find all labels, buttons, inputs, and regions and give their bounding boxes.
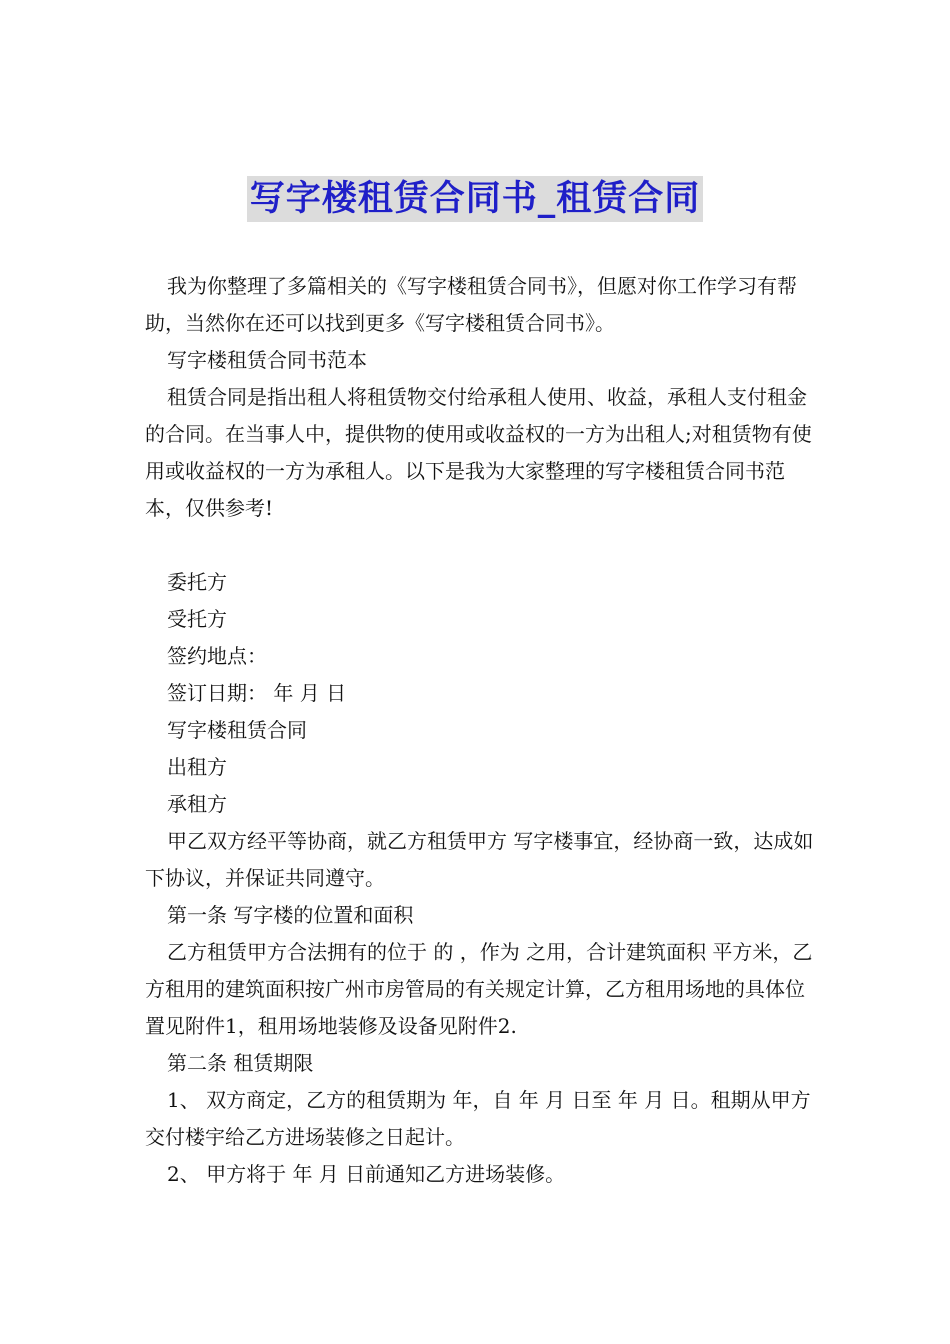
blank-line	[145, 527, 820, 564]
document-body	[145, 268, 820, 1193]
entrusted-party-field: 受托方	[167, 607, 227, 631]
template-subtitle: 写字楼租赁合同书范本	[167, 348, 367, 372]
lessee-field: 承租方	[167, 792, 227, 816]
definition-paragraph: 租赁合同是指出租人将租赁物交付给承租人使用、收益，承租人支付租金的合同。在当事人中，提供物的使用或收益权的一方为出租人;对租赁物有使用或收益权的一方为承租人。以下是我为大家整理的写字楼租赁合同书范本，仅供参考!	[145, 385, 812, 520]
article-1-body: 乙方租赁甲方合法拥有的位于 的 ，作为 之用，合计建筑面积 平方米，乙方租用的建筑面积按广州市房管局的有关规定计算，乙方租用场地的具体位置见附件1，租用场地装修及设备见附件2.	[145, 940, 813, 1038]
article-2-item-1: 1、 双方商定，乙方的租赁期为 年，自 年 月 日至 年 月 日。租期从甲方交付楼宇给乙方进场装修之日起计。	[145, 1088, 811, 1149]
article-2-heading: 第二条 租赁期限	[167, 1051, 314, 1075]
document-title: 写字楼租赁合同书_租赁合同	[247, 176, 704, 222]
article-1-heading: 第一条 写字楼的位置和面积	[167, 903, 414, 927]
contract-heading: 写字楼租赁合同	[167, 718, 307, 742]
article-2-item-2: 2、 甲方将于 年 月 日前通知乙方进场装修。	[167, 1162, 566, 1186]
signing-date-field: 签订日期： 年 月 日	[167, 681, 347, 705]
intro-paragraph: 我为你整理了多篇相关的《写字楼租赁合同书》，但愿对你工作学习有帮助，当然你在还可以找到更多《写字楼租赁合同书》。	[145, 274, 797, 335]
entrusting-party-field: 委托方	[167, 570, 227, 594]
signing-place-field: 签约地点：	[167, 644, 267, 668]
lessor-field: 出租方	[167, 755, 227, 779]
title-block	[0, 176, 950, 222]
preamble-paragraph: 甲乙双方经平等协商，就乙方租赁甲方 写字楼事宜，经协商一致，达成如下协议，并保证共同遵守。	[145, 829, 814, 890]
